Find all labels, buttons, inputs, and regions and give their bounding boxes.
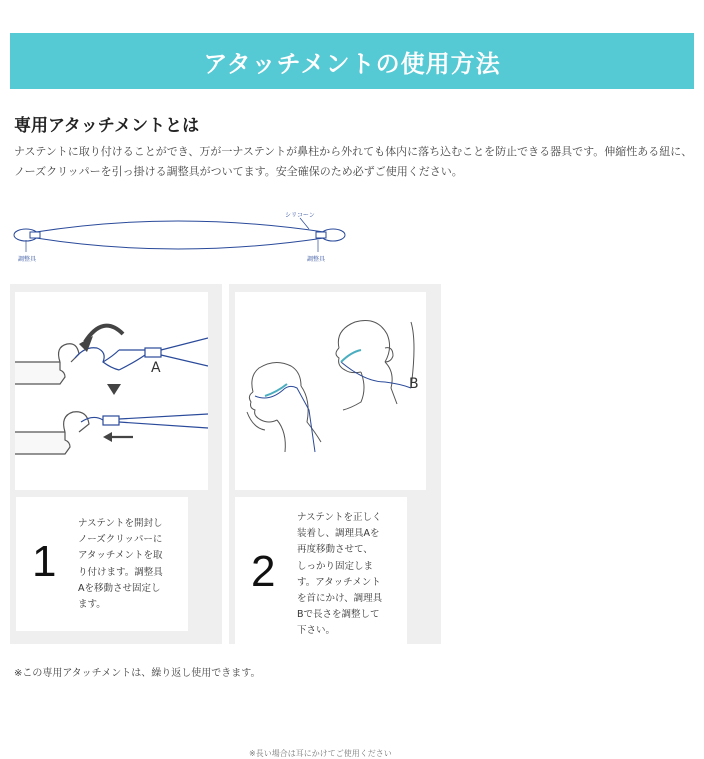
banner-title: アタッチメントの使用方法	[203, 49, 501, 78]
step-1-card	[16, 497, 188, 631]
step-1-text: ナステントを開封し ノーズクリッパーに アタッチメントを取 り付けます。調整具 Aを移動させ固定し ます。	[78, 518, 163, 611]
section-title: 専用アタッチメントとは	[14, 116, 200, 136]
label-b: B	[409, 376, 419, 392]
section-description: ナステントに取り付けることができ、万が一ナステントが鼻柱から外れても体内に落ち込むことを防止できる器具です。伸縮性ある紐に、ノーズクリッパーを引っ掛ける調整具がついてます。安全確保のため必ずご使用ください。	[14, 145, 693, 178]
step-2-panel	[229, 284, 441, 758]
label-adjuster-right: 調整具	[307, 256, 326, 263]
footer-note: ※この専用アタッチメントは、繰り返し使用できます。	[14, 668, 261, 679]
attachment-diagram	[6, 200, 356, 270]
step-1-panel	[10, 284, 222, 644]
step-1-illustration	[15, 292, 208, 490]
label-adjuster-left: 調整具	[18, 256, 37, 263]
step-1-number: 1	[32, 537, 57, 586]
title-banner	[10, 33, 694, 89]
label-a: A	[151, 360, 161, 376]
step-2-text: ナステントを正しく 装着し、調理具Aを 再度移動させて、 しっかり固定しま す。アタッチメント を首にかけ、調理具 Bで長さを調整して 下さい。	[297, 512, 383, 637]
label-silicone: シリコーン	[285, 212, 315, 219]
step-2-card	[235, 497, 407, 644]
step-2-note: ※長い場合は耳にかけてご使用ください	[249, 749, 392, 758]
step-2-number: 2	[251, 547, 276, 596]
